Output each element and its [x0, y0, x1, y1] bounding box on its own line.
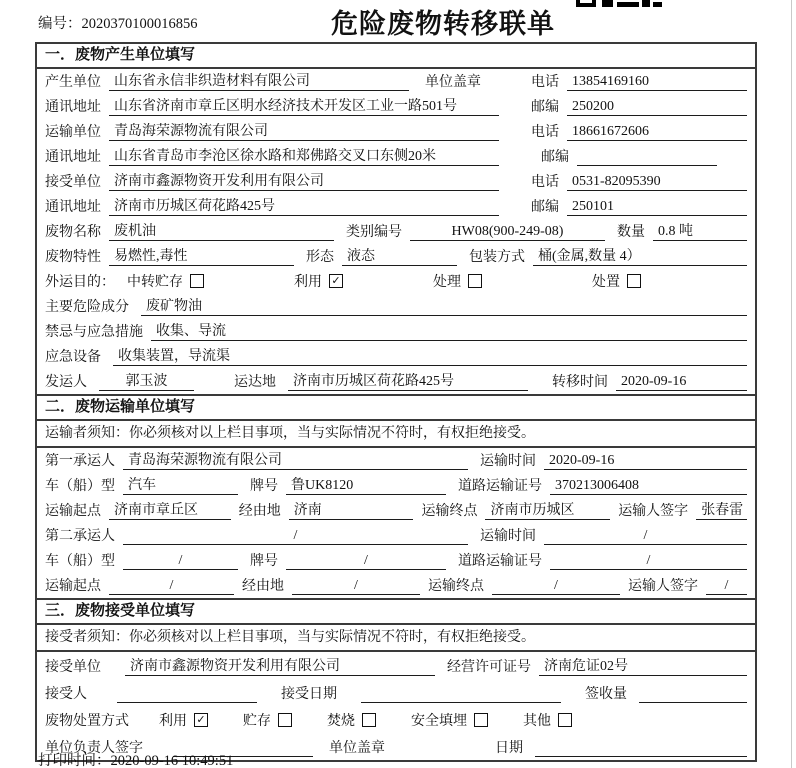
- date-label: 日期: [495, 741, 523, 756]
- disposal-option-other: [523, 710, 572, 730]
- via1-value: 济南: [289, 502, 414, 520]
- disposal-option-incinerate: [327, 710, 376, 730]
- checkbox-icon: [362, 713, 376, 727]
- checkbox-checked-icon: ✓: [194, 713, 208, 727]
- waste-name-label: 废物名称: [45, 225, 101, 240]
- form-row-purpose: [37, 269, 755, 294]
- option-label: 焚烧: [327, 714, 355, 729]
- form-row-shipper: [37, 369, 755, 394]
- license1-value: 370213006408: [550, 477, 747, 495]
- disposal-option-utilize: [159, 710, 208, 730]
- transporter-address: 山东省青岛市李沧区徐水路和郑佛路交叉口东侧20米: [109, 148, 499, 166]
- end1-value: 济南市历城区: [485, 502, 610, 520]
- producer-zip: 250200: [567, 98, 747, 116]
- shipper-value: 郭玉波: [99, 373, 194, 391]
- receiver-zip: 250101: [567, 198, 747, 216]
- vehicle-label: 车（船）型: [45, 554, 115, 569]
- phone-label: 电话: [531, 175, 559, 190]
- zip-label: 邮编: [531, 200, 559, 215]
- purpose-option-utilize: [294, 271, 343, 291]
- option-label: 贮存: [243, 714, 271, 729]
- license-label: 道路运输证号: [458, 479, 542, 494]
- option-label: 安全填埋: [411, 714, 467, 729]
- equipment-value: 收集装置，导流渠: [113, 348, 747, 366]
- date-value: [535, 756, 747, 757]
- serial-value: 2020370100016856: [81, 16, 198, 32]
- category-value: HW08(900-249-08): [410, 223, 605, 241]
- section1-header: 一．废物产生单位填写: [37, 44, 755, 69]
- purpose-option-dispose: [592, 271, 641, 291]
- receiver-label: 接受单位: [45, 175, 101, 190]
- receive-unit-value: 济南市鑫源物资开发利用有限公司: [125, 658, 435, 676]
- form-label: 形态: [306, 250, 334, 265]
- producer-address: 山东省济南市章丘区明水经济技术开发区工业一路501号: [109, 98, 499, 116]
- form-value: 液态: [342, 248, 457, 266]
- checkbox-icon: [627, 274, 641, 288]
- time-label: 运输时间: [480, 529, 536, 544]
- section3-header: 三．废物接受单位填写: [37, 598, 755, 625]
- form-row-recipient: [37, 679, 755, 706]
- hazard-value: 废矿物油: [141, 298, 747, 316]
- address-label: 通讯地址: [45, 200, 101, 215]
- option-label: 中转贮存: [127, 275, 183, 290]
- origin-label: 运输起点: [45, 579, 101, 594]
- time2-value: /: [544, 527, 747, 545]
- form-row-measures: [37, 319, 755, 344]
- manager-sign-label: 单位负责人签字: [45, 741, 143, 756]
- carrier2-value: /: [123, 527, 468, 545]
- transporter-zip: [577, 165, 717, 166]
- quantity-label: 数量: [617, 225, 645, 240]
- recipient-value: [117, 702, 257, 703]
- form-row-hazard: [37, 294, 755, 319]
- measures-value: 收集、导流: [151, 323, 747, 341]
- destination-label: 运达地: [234, 375, 276, 390]
- transporter-phone: 18661672606: [567, 123, 747, 141]
- option-label: 处理: [433, 275, 461, 290]
- manifest-form: [35, 42, 757, 762]
- checkbox-icon: [278, 713, 292, 727]
- carrier2-label: 第二承运人: [45, 529, 115, 544]
- end-label: 运输终点: [421, 504, 478, 519]
- time-label: 运输时间: [480, 454, 536, 469]
- receiver-value: 济南市鑫源物资开发利用有限公司: [109, 173, 499, 191]
- sign-label: 运输人签字: [628, 579, 698, 594]
- receive-unit-label: 接受单位: [45, 660, 101, 675]
- vehicle-label: 车（船）型: [45, 479, 115, 494]
- plate-label: 牌号: [250, 554, 278, 569]
- section2-notice: 运输者须知：你必须核对以上栏目事项，当与实际情况不符时，有权拒绝接受。: [37, 421, 755, 448]
- form-row-waste-name: [37, 219, 755, 244]
- disposal-label: 废物处置方式: [45, 714, 129, 729]
- form-row-receiver: [37, 169, 755, 194]
- form-row-equipment: [37, 344, 755, 369]
- receiver-address: 济南市历城区荷花路425号: [109, 198, 499, 216]
- amount-value: [639, 702, 747, 703]
- license2-value: /: [550, 552, 747, 570]
- transporter-label: 运输单位: [45, 125, 101, 140]
- address-label: 通讯地址: [45, 150, 101, 165]
- via-label: 经由地: [242, 579, 284, 594]
- form-row-carrier1: [37, 448, 755, 473]
- origin1-value: 济南市章丘区: [109, 502, 231, 520]
- via2-value: /: [292, 577, 420, 595]
- form-row-disposal: [37, 706, 755, 733]
- end2-value: /: [492, 577, 620, 595]
- form-row-receive-unit: [37, 652, 755, 679]
- address-label: 通讯地址: [45, 100, 101, 115]
- form-row-carrier2: [37, 523, 755, 548]
- transfer-time-label: 转移时间: [552, 375, 608, 390]
- waste-name-value: 废机油: [109, 223, 334, 241]
- form-row-route1: [37, 498, 755, 523]
- transporter-value: 青岛海荣源物流有限公司: [109, 123, 499, 141]
- checkbox-icon: [558, 713, 572, 727]
- form-row-producer-address: [37, 94, 755, 119]
- section2-header: 二．废物运输单位填写: [37, 394, 755, 421]
- purpose-option-treat: [433, 271, 482, 291]
- plate1-value: 鲁UK8120: [286, 477, 446, 495]
- recipient-label: 接受人: [45, 687, 87, 702]
- form-row-waste-character: [37, 244, 755, 269]
- end-label: 运输终点: [428, 579, 484, 594]
- category-label: 类别编号: [346, 225, 402, 240]
- serial-label: 编号：: [38, 16, 82, 32]
- page-title: 危险废物转移联单: [331, 9, 555, 39]
- option-label: 处置: [592, 275, 620, 290]
- origin-label: 运输起点: [45, 504, 101, 519]
- checkbox-checked-icon: ✓: [329, 274, 343, 288]
- form-row-producer: [37, 69, 755, 94]
- hazard-label: 主要危险成分: [45, 300, 129, 315]
- window-edge: [791, 0, 792, 768]
- zip-label: 邮编: [531, 100, 559, 115]
- zip-label: 邮编: [541, 150, 569, 165]
- time1-value: 2020-09-16: [544, 452, 747, 470]
- checkbox-icon: [190, 274, 204, 288]
- permit-label: 经营许可证号: [447, 660, 531, 675]
- form-row-vehicle2: [37, 548, 755, 573]
- form-row-receiver-address: [37, 194, 755, 219]
- purpose-label: 外运目的：: [45, 275, 115, 290]
- amount-label: 签收量: [585, 687, 627, 702]
- form-row-transporter: [37, 119, 755, 144]
- producer-phone: 13854169160: [567, 73, 747, 91]
- character-value: 易燃性,毒性: [109, 248, 294, 266]
- destination-value: 济南市历城区荷花路425号: [288, 373, 528, 391]
- quantity-value: 0.8 吨: [653, 223, 747, 241]
- origin2-value: /: [109, 577, 234, 595]
- phone-label: 电话: [531, 125, 559, 140]
- vehicle2-value: /: [123, 552, 238, 570]
- via-label: 经由地: [238, 504, 281, 519]
- print-time: 打印时间：2020-09-16 10:49:51: [38, 753, 234, 768]
- sign2-value: /: [706, 577, 747, 595]
- receive-date-label: 接受日期: [281, 687, 337, 702]
- receive-date-value: [361, 702, 561, 703]
- option-label: 利用: [159, 714, 187, 729]
- transfer-time-value: 2020-09-16: [616, 373, 747, 391]
- disposal-option-landfill: [411, 710, 488, 730]
- purpose-option-transfer-storage: [127, 271, 204, 291]
- unit-seal-label: 单位盖章: [329, 741, 385, 756]
- seal-label: 单位盖章: [425, 75, 481, 90]
- form-row-transporter-address: [37, 144, 755, 169]
- receiver-phone: 0531-82095390: [567, 173, 747, 191]
- permit-value: 济南危证02号: [539, 658, 747, 676]
- license-label: 道路运输证号: [458, 554, 542, 569]
- vehicle1-value: 汽车: [123, 477, 238, 495]
- form-row-route2: [37, 573, 755, 598]
- form-row-vehicle1: [37, 473, 755, 498]
- option-label: 利用: [294, 275, 322, 290]
- sign1-value: 张春雷: [696, 502, 747, 520]
- disposal-option-storage: [243, 710, 292, 730]
- equipment-label: 应急设备: [45, 350, 101, 365]
- packing-label: 包装方式: [469, 250, 525, 265]
- producer-label: 产生单位: [45, 75, 101, 90]
- measures-label: 禁忌与应急措施: [45, 325, 143, 340]
- carrier1-value: 青岛海荣源物流有限公司: [123, 452, 468, 470]
- checkbox-icon: [474, 713, 488, 727]
- section3-notice: 接受者须知：你必须核对以上栏目事项，当与实际情况不符时，有权拒绝接受。: [37, 625, 755, 652]
- plate-label: 牌号: [250, 479, 278, 494]
- character-label: 废物特性: [45, 250, 101, 265]
- plate2-value: /: [286, 552, 446, 570]
- checkbox-icon: [468, 274, 482, 288]
- packing-value: 桶(金属,数量 4）: [533, 248, 747, 266]
- shipper-label: 发运人: [45, 375, 87, 390]
- sign-label: 运输人签字: [618, 504, 689, 519]
- producer-value: 山东省永信非织造材料有限公司: [109, 73, 409, 91]
- option-label: 其他: [523, 714, 551, 729]
- phone-label: 电话: [531, 75, 559, 90]
- carrier1-label: 第一承运人: [45, 454, 115, 469]
